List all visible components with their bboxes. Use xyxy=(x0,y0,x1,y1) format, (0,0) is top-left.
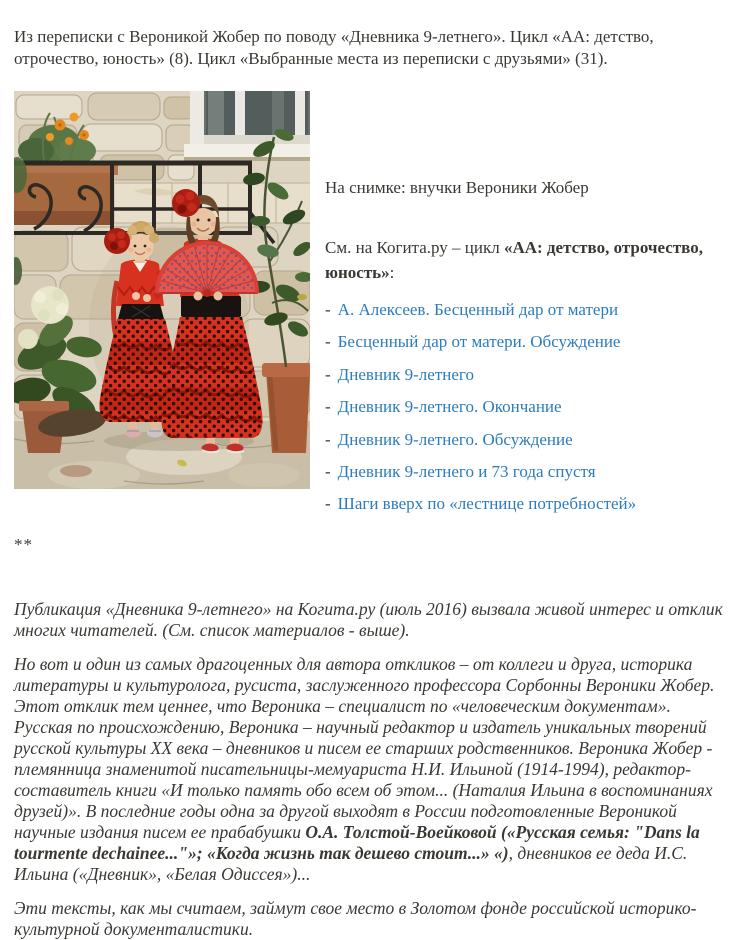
see-also-colon: : xyxy=(389,263,395,283)
body-paragraph-3: Эти тексты, как мы считаем, займут свое место в Золотом фонде российской историко-культурной документалистики. xyxy=(14,897,697,939)
link-alekseev-bescennyj-dar[interactable]: А. Алексеев. Бесценный дар от матери xyxy=(337,299,619,319)
photo-illustration xyxy=(14,91,310,489)
girl-left-shoe xyxy=(147,428,163,437)
see-also-cycle-title: «АА: детство, отрочество, юность» xyxy=(325,237,703,283)
photo-caption: На снимке: внучки Вероники Жобер xyxy=(325,177,589,197)
window xyxy=(184,91,310,161)
dash: - xyxy=(325,397,331,417)
body-paragraph-1: Публикация «Дневника 9-летнего» на Когита.ру (июль 2016) вызвала живой интерес и отклик многих читателей. (См. список материалов - выше). xyxy=(14,598,723,640)
link-line xyxy=(325,430,721,450)
body-paragraph-2-bold: О.А. Толстой-Воейковой («Русская семья: "Dans la tourmente dechainee..."»; «Когда жизнь так дешево стоит...» «) xyxy=(14,821,700,863)
photo-and-links-row xyxy=(14,91,725,527)
girl-right-waistband xyxy=(181,296,241,317)
link-line xyxy=(325,494,721,514)
girl-left-shoe xyxy=(125,428,141,437)
link-line xyxy=(325,462,721,482)
body-paragraph-2-text: Но вот и один из самых драгоценных для автора откликов – от коллеги и друга, историка литературы и культуролога, русиста, заслуженного профессора Сорбонны Вероники Жобер. Этот отклик тем ценнее, что Вероника – специалист по «человеческим документам». Русская по происхождению, Вероника – научный редактор и издатель уникальных творений русской культуры XX века – дневников и писем ее старших родственников. Вероника Жобер - племянница знаменитой писательницы-мемуариста Н.И. Ильиной (1914-1994), редактор-составитель книги «И только память обо всем об этом... (Наталия Ильина в воспоминаниях друзей)». В последние годы одна за другой выходят в России подготовленные Вероникой научные издания писем ее прабабушки xyxy=(14,653,715,842)
dash: - xyxy=(325,461,331,481)
link-line xyxy=(325,300,721,320)
girl-right-hand xyxy=(214,291,223,300)
dash: - xyxy=(325,364,331,384)
link-shagi-vverh[interactable]: Шаги вверх по «лестнице потребностей» xyxy=(337,494,637,514)
link-line xyxy=(325,397,721,417)
body-paragraph-2 xyxy=(14,654,725,885)
see-also-prefix: См. на Когита.ру – цикл xyxy=(325,237,504,257)
dash: - xyxy=(325,429,331,449)
link-line xyxy=(325,332,721,352)
asterisks-separator: ** xyxy=(14,534,33,554)
photo-caption-column xyxy=(325,91,721,527)
link-bescennyj-dar-obsuzhdenie[interactable]: Бесценный дар от матери. Обсуждение xyxy=(337,332,621,352)
girl-left-hair-flower xyxy=(104,228,130,254)
link-dnevnik-okonchanie[interactable]: Дневник 9-летнего. Окончание xyxy=(337,397,562,417)
link-dnevnik-9-letnego[interactable]: Дневник 9-летнего xyxy=(337,364,474,384)
body-paragraph-2-tail: , дневников ее деда И.С. Ильина («Дневник», «Белая Одиссея»)... xyxy=(14,842,688,884)
girl-right-hand xyxy=(194,291,203,300)
granddaughters-photo xyxy=(14,91,310,489)
girl-right-hair-flower xyxy=(172,189,200,217)
link-line xyxy=(325,365,721,385)
link-dnevnik-73-goda-spustya[interactable]: Дневник 9-летнего и 73 года спустя xyxy=(337,461,596,481)
intro-paragraph: Из переписки с Вероникой Жобер по поводу «Дневника 9-летнего». Цикл «АА: детство, отрочество, юность» (8). Цикл «Выбранные места из переписки с друзьями» (31). xyxy=(14,27,654,69)
dash: - xyxy=(325,494,331,514)
see-also-line xyxy=(325,235,721,286)
dash: - xyxy=(325,332,331,352)
link-dnevnik-obsuzhdenie[interactable]: Дневник 9-летнего. Обсуждение xyxy=(337,429,573,449)
dash: - xyxy=(325,299,331,319)
